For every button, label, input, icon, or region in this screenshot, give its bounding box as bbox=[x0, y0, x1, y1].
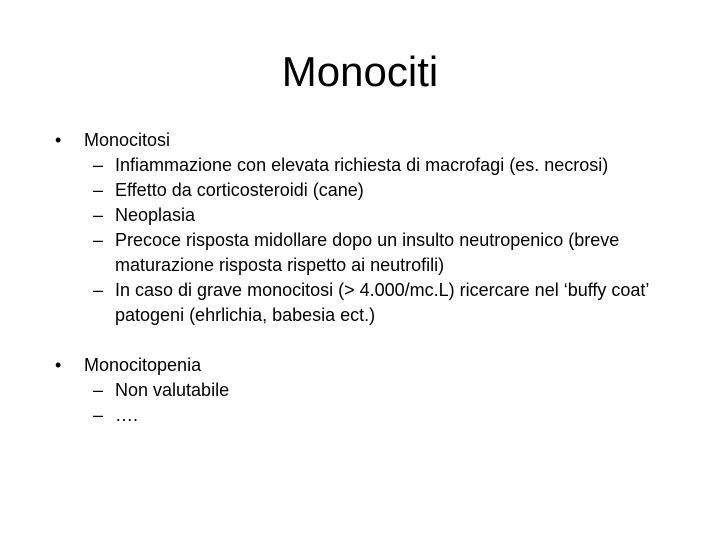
sub-bullet-marker: – bbox=[93, 230, 104, 250]
sub-bullet-text: Effetto da corticosteroidi (cane) bbox=[115, 180, 364, 200]
sub-bullet-text: Non valutabile bbox=[115, 380, 230, 400]
sub-bullet-text: …. bbox=[115, 405, 139, 425]
sub-bullet-text: Infiammazione con elevata richiesta di macrofagi (es. necrosi) bbox=[115, 155, 609, 175]
bullet-monocitosi bbox=[0, 128, 720, 153]
sub-bullet bbox=[0, 228, 720, 278]
sub-bullet bbox=[0, 203, 720, 228]
bullet-marker: • bbox=[55, 355, 62, 375]
bullet-list bbox=[0, 128, 720, 428]
sub-bullet bbox=[0, 278, 720, 328]
sub-bullet-text: Precoce risposta midollare dopo un insulto neutropenico (breve maturazione risposta rispetto ai neutrofili) bbox=[115, 230, 620, 275]
sub-bullet-marker: – bbox=[93, 180, 104, 200]
bullet-text: Monocitopenia bbox=[84, 355, 202, 375]
bullet-text: Monocitosi bbox=[84, 130, 171, 150]
bullet-monocitopenia bbox=[0, 353, 720, 378]
sub-bullet-marker: – bbox=[93, 155, 104, 175]
slide-title: Monociti bbox=[281, 48, 439, 95]
sub-bullet-marker: – bbox=[93, 280, 104, 300]
sub-bullet bbox=[0, 378, 720, 403]
sub-bullet-text: In caso di grave monocitosi (> 4.000/mc.L) ricercare nel ‘buffy coat’ patogeni (ehrlichia, babesia ect.) bbox=[115, 280, 649, 325]
spacer bbox=[0, 328, 720, 353]
bullet-marker: • bbox=[55, 130, 62, 150]
sub-bullet bbox=[0, 403, 720, 428]
sub-bullet-marker: – bbox=[93, 405, 104, 425]
sub-bullet-text: Neoplasia bbox=[115, 205, 196, 225]
sub-bullet-marker: – bbox=[93, 205, 104, 225]
sub-bullet-marker: – bbox=[93, 380, 104, 400]
sub-bullet bbox=[0, 178, 720, 203]
sub-bullet bbox=[0, 153, 720, 178]
